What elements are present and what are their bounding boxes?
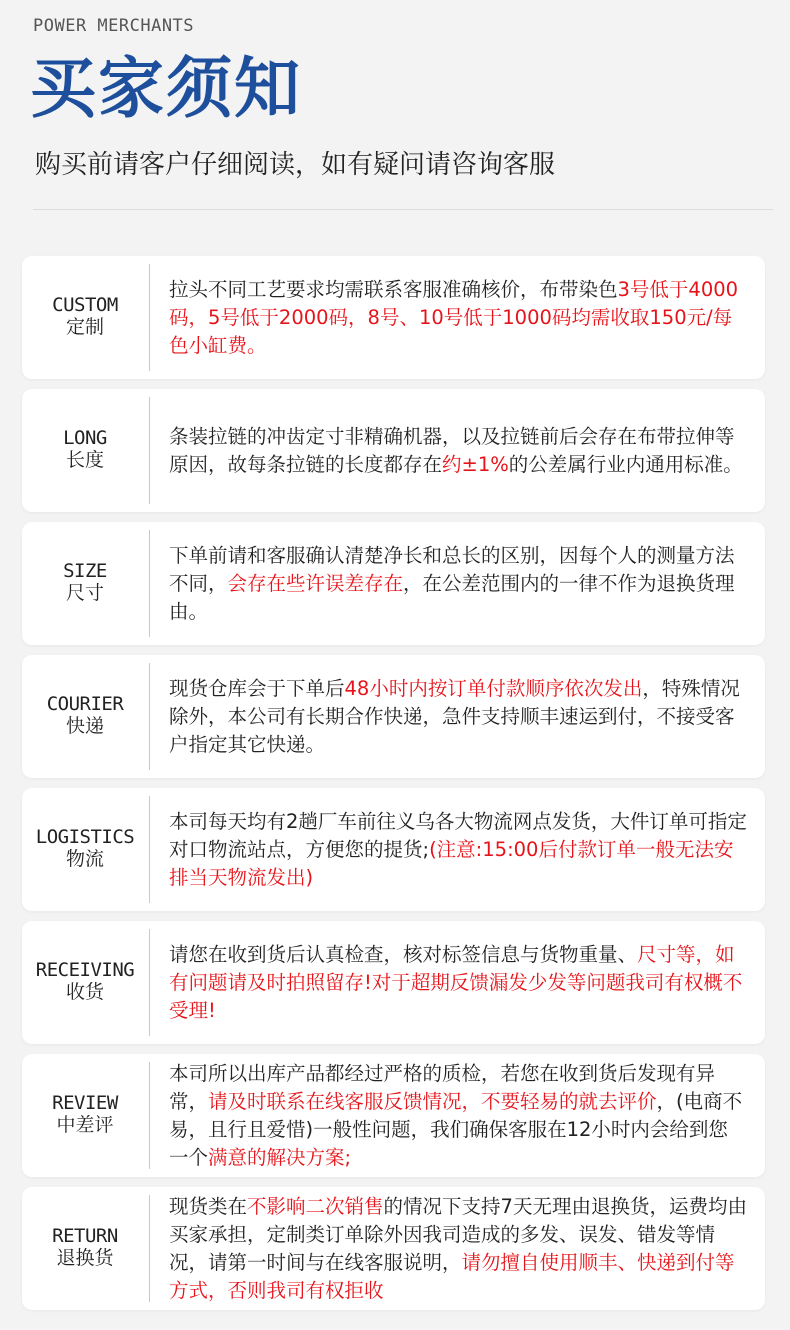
- card-divider: [149, 397, 150, 504]
- body-text: 下单前请和客服确认清楚净长和总长的区别，因每个人的测量方法不同，: [169, 543, 735, 595]
- notice-card-review: [22, 1054, 765, 1177]
- card-label-en: LOGISTICS: [35, 826, 135, 849]
- body-text: 条装拉链的冲齿定寸非精确机器，以及拉链前后会存在布带拉伸等原因，故每条拉链的长度都存在: [169, 424, 735, 476]
- body-text: ，(电商不易，且行且爱惜)一般性问题，我们确保客服在12小时内会给到您一个: [169, 1089, 743, 1169]
- notice-card-return: [22, 1187, 765, 1310]
- body-text: 现货类在: [169, 1194, 248, 1218]
- card-label-zh: 中差评: [56, 1114, 114, 1137]
- card-label-en: COURIER: [46, 693, 124, 716]
- card-label-en: SIZE: [63, 560, 107, 583]
- card-label: [22, 1187, 148, 1310]
- card-label-en: REVIEW: [52, 1092, 118, 1115]
- page-subtitle: 购买前请客户仔细阅读，如有疑问请咨询客服: [35, 150, 556, 180]
- highlight-text: 会存在些许误差存在: [227, 571, 404, 595]
- body-text: 的情况下支持7天无理由退换货，运费均由买家承担，定制类订单除外因我司造成的多发、误发、错发等情况，请第一时间与在线客服说明，: [169, 1194, 747, 1274]
- card-text: [169, 542, 747, 626]
- card-text: [169, 808, 747, 892]
- brand-name: POWER MERCHANTS: [33, 16, 195, 36]
- page-title: 买家须知: [30, 50, 302, 127]
- card-text: [169, 1193, 747, 1305]
- notice-card-custom: [22, 256, 765, 379]
- highlight-text: 请勿擅自使用顺丰、快递到付等方式，否则我司有权拒收: [169, 1250, 735, 1302]
- card-text: [169, 423, 747, 479]
- highlight-text: 48小时内按订单付款顺序依次发出: [344, 676, 643, 700]
- card-label-zh: 退换货: [56, 1247, 114, 1270]
- highlight-text: 3号低于4000码，5号低于2000码，8号、10号低于1000码均需收取150元/每色小缸费。: [169, 277, 739, 357]
- card-divider: [149, 1195, 150, 1302]
- body-text: ，特殊情况除外，本公司有长期合作快递，急件支持顺丰速运到付，不接受客户指定其它快递。: [169, 676, 740, 756]
- notice-list: [22, 256, 765, 1320]
- highlight-text: 尺寸等，如有问题请及时拍照留存!对于超期反馈漏发少发等问题我司有权概不受理!: [169, 942, 743, 1022]
- card-text: [169, 941, 747, 1025]
- card-label-zh: 快递: [65, 715, 104, 738]
- card-label-zh: 物流: [65, 848, 104, 871]
- card-divider: [149, 530, 150, 637]
- body-text: 本司所以出库产品都经过严格的质检，若您在收到货后发现有异常，: [169, 1061, 716, 1113]
- card-label-zh: 定制: [65, 316, 104, 339]
- card-divider: [149, 1062, 150, 1169]
- card-label: [22, 655, 148, 778]
- card-label-en: RETURN: [52, 1225, 118, 1248]
- card-label-en: RECEIVING: [35, 959, 135, 982]
- card-label: [22, 788, 148, 911]
- card-label-en: LONG: [63, 427, 107, 450]
- notice-card-long: [22, 389, 765, 512]
- notice-card-size: [22, 522, 765, 645]
- body-text: 请您在收到货后认真检查，核对标签信息与货物重量、: [169, 942, 638, 966]
- card-label: [22, 256, 148, 379]
- card-divider: [149, 663, 150, 770]
- body-text: 现货仓库会于下单后: [169, 676, 345, 700]
- card-label: [22, 1054, 148, 1177]
- highlight-text: (注意:15:00后付款订单一般无法安排当天物流发出): [169, 837, 734, 889]
- card-label-zh: 尺寸: [65, 582, 104, 605]
- card-text: [169, 675, 747, 759]
- body-text: ，在公差范围内的一律不作为退换货理由。: [169, 571, 735, 623]
- highlight-text: 请及时联系在线客服反馈情况，不要轻易的就去评价: [208, 1089, 657, 1113]
- notice-card-receiving: [22, 921, 765, 1044]
- card-label-en: CUSTOM: [52, 294, 118, 317]
- body-text: 拉头不同工艺要求均需联系客服准确核价，布带染色: [169, 277, 618, 301]
- card-label-zh: 收货: [65, 981, 104, 1004]
- notice-card-courier: [22, 655, 765, 778]
- card-divider: [149, 929, 150, 1036]
- card-label: [22, 921, 148, 1044]
- highlight-text: 约±1%: [442, 452, 509, 476]
- card-label-zh: 长度: [65, 449, 104, 472]
- card-divider: [149, 796, 150, 903]
- body-text: 的公差属行业内通用标准。: [508, 452, 743, 476]
- header-divider: [33, 209, 773, 210]
- highlight-text: 不影响二次销售: [247, 1194, 384, 1218]
- card-divider: [149, 264, 150, 371]
- notice-card-logistics: [22, 788, 765, 911]
- card-text: [169, 276, 747, 360]
- body-text: 本司每天均有2趟厂车前往义乌各大物流网点发货，大件订单可指定对口物流站点，方便您的提货;: [169, 809, 747, 861]
- card-text: [169, 1060, 747, 1172]
- card-label: [22, 522, 148, 645]
- highlight-text: 满意的解决方案;: [208, 1145, 352, 1169]
- card-label: [22, 389, 148, 512]
